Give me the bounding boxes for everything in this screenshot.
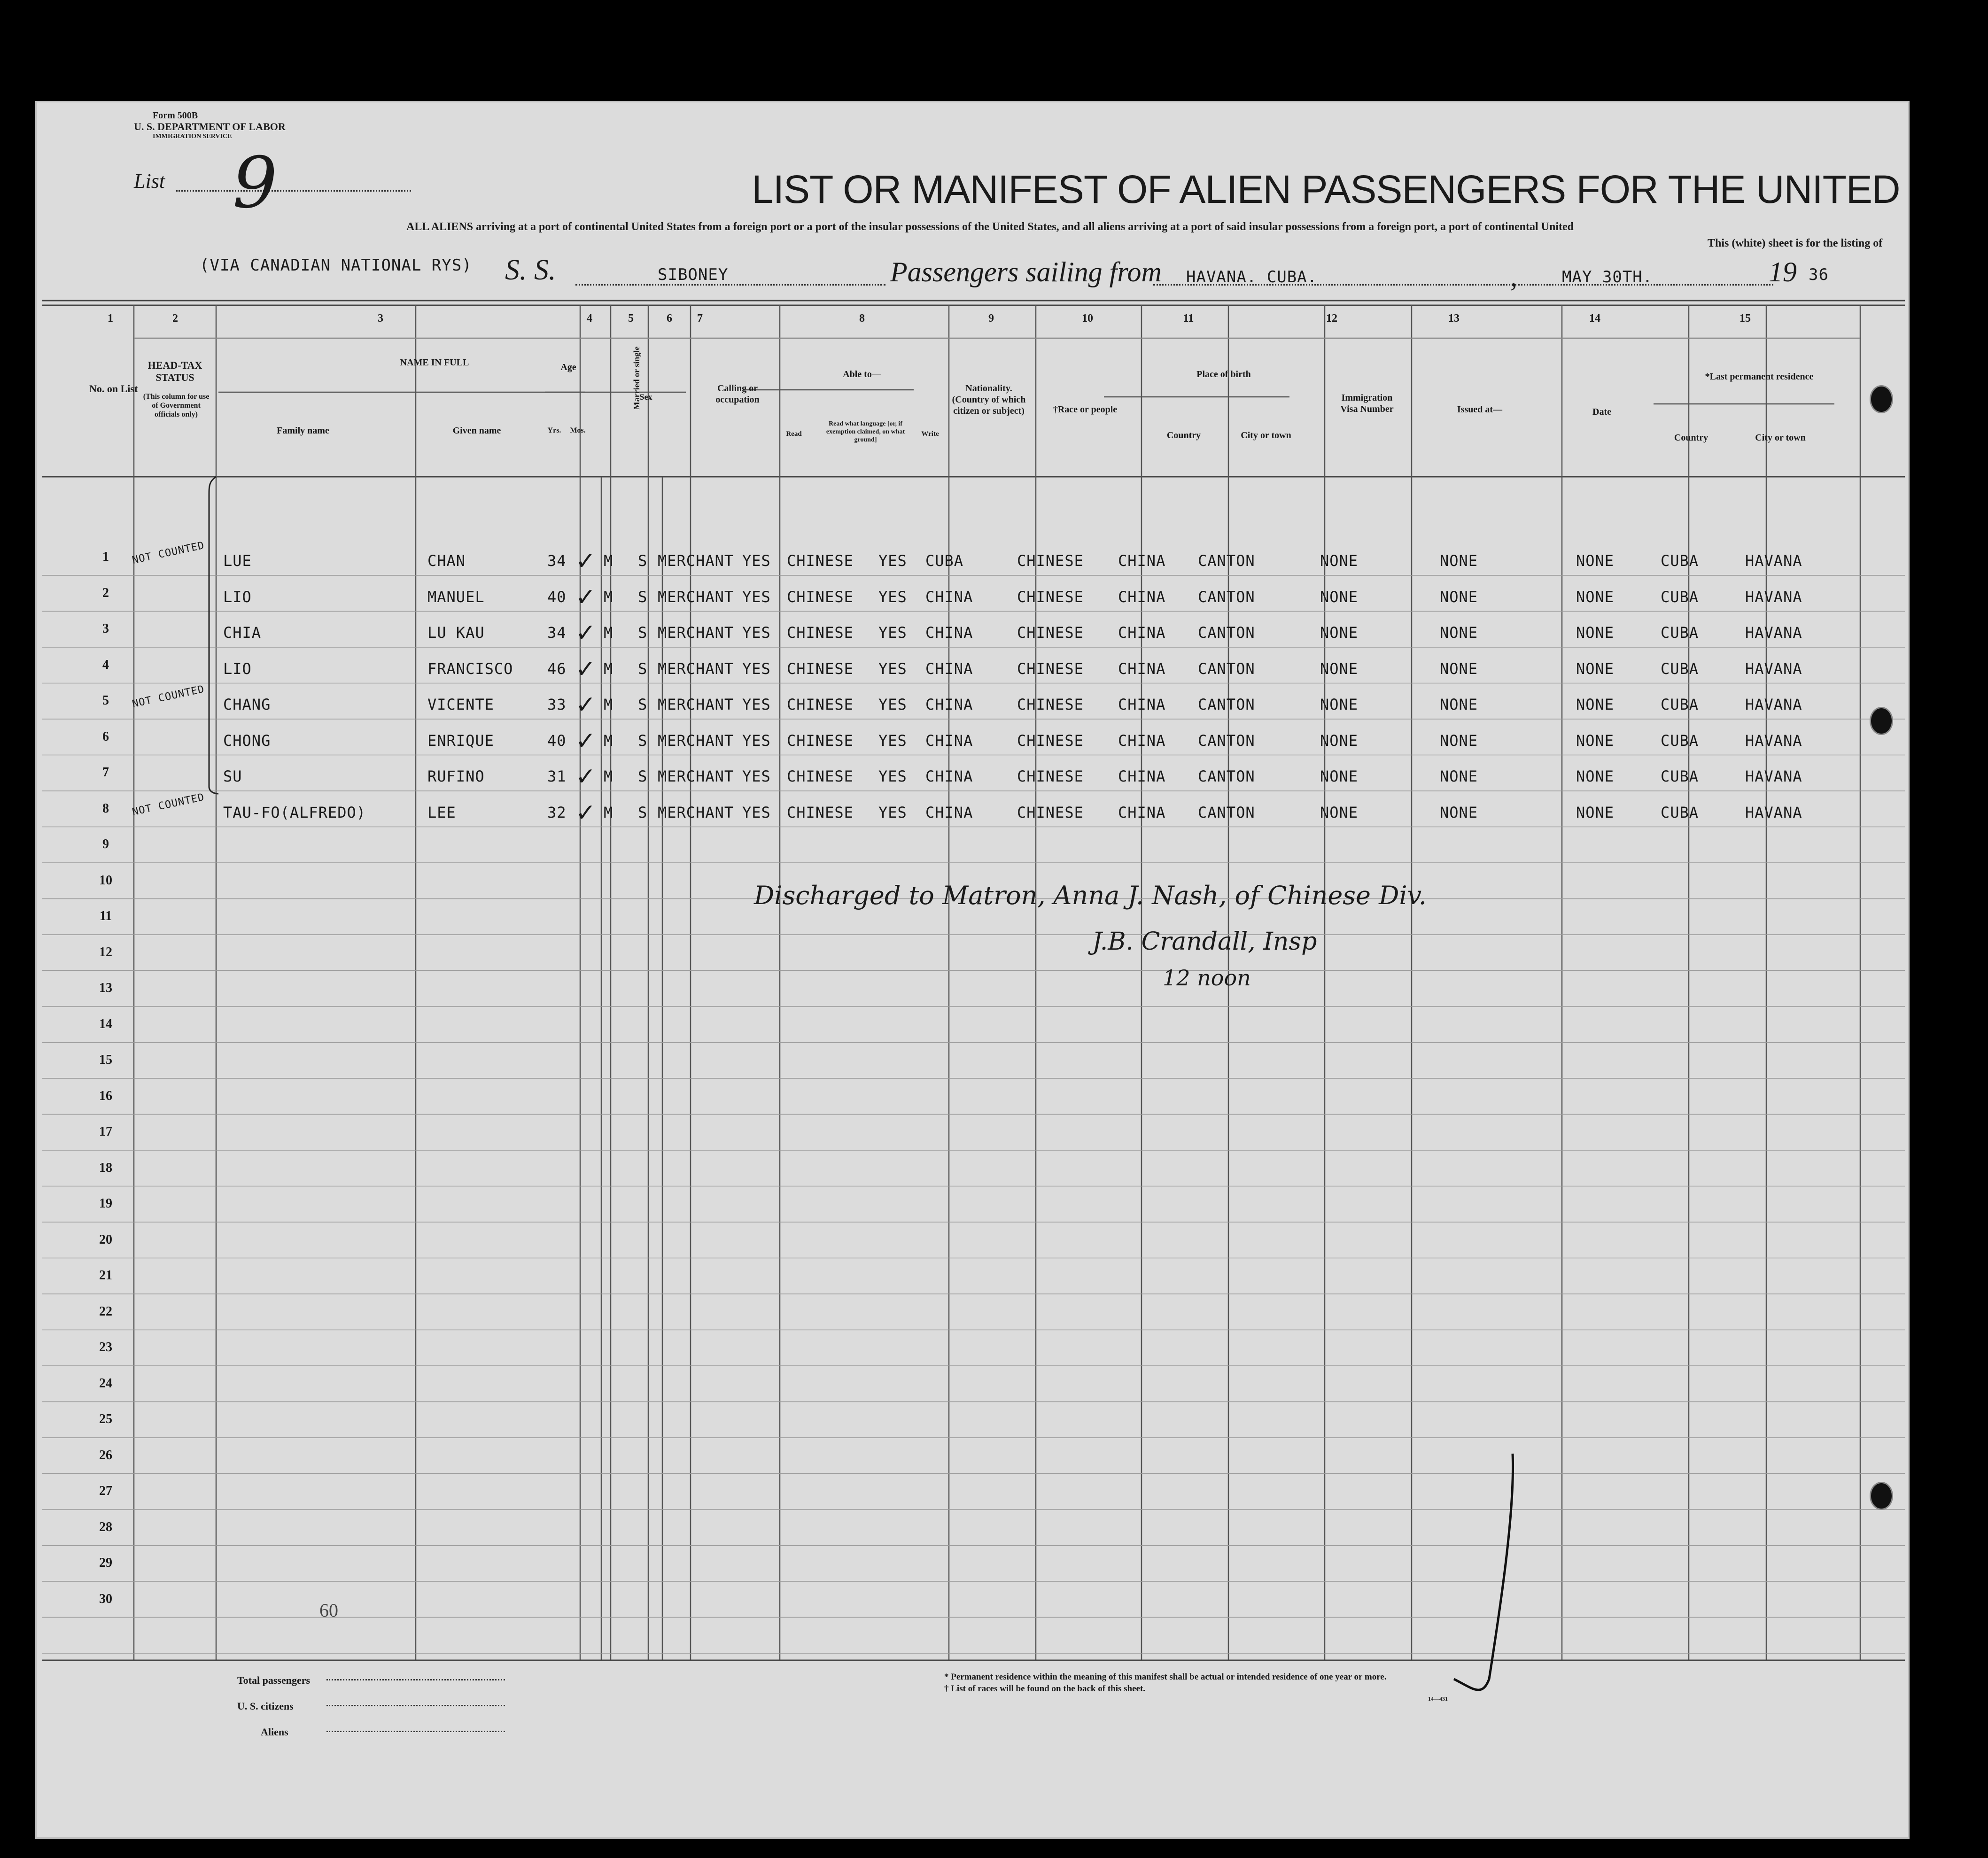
cell-visa: NONE: [1320, 659, 1359, 678]
cell-visa: NONE: [1320, 803, 1359, 821]
cell-race: CHINESE: [1017, 588, 1084, 606]
cell-write: YES: [878, 552, 907, 570]
ship-name: SIBONEY: [658, 265, 729, 284]
row-number: 14: [99, 1016, 112, 1031]
cell-occupation: MERCHANT: [658, 803, 734, 821]
cell-read: YES: [742, 588, 771, 606]
subtitle-line: ALL ALIENS arriving at a port of continental United States from a foreign port or a port of the insular possessions of the United States, and all aliens arriving at a port of said insular possessions from a foreign port, a port of continental United: [406, 221, 1574, 233]
cell-issued: NONE: [1440, 731, 1478, 750]
cell-birth-country: CHINA: [1118, 696, 1166, 713]
column-number: 14: [1589, 312, 1600, 325]
column-number: 2: [172, 312, 178, 325]
cell-given: RUFINO: [427, 767, 485, 785]
cell-nationality: CHINA: [925, 803, 973, 821]
cell-family: LUE: [223, 552, 252, 570]
check-mark-icon: ✓: [575, 764, 596, 790]
cell-sex: M: [604, 767, 613, 785]
footer-total-line: [326, 1679, 505, 1680]
cell-birth-city: CANTON: [1198, 767, 1255, 785]
header-name-in-full: NAME IN FULL: [400, 357, 469, 368]
cell-write: YES: [878, 696, 907, 713]
cell-race: CHINESE: [1017, 659, 1084, 678]
cell-race: CHINESE: [1017, 552, 1084, 570]
cell-write: YES: [878, 803, 907, 821]
row-number: 10: [99, 873, 112, 888]
cell-birth-city: CANTON: [1198, 659, 1255, 678]
manifest-sheet: [35, 101, 1910, 1839]
cell-marital: S: [638, 659, 648, 678]
row-number: 13: [99, 981, 112, 995]
cell-birth-country: CHINA: [1118, 624, 1166, 642]
footer-aliens-line: [326, 1731, 505, 1732]
cell-birth-city: CANTON: [1198, 552, 1255, 570]
header-write: Write: [921, 430, 939, 438]
check-mark-icon: ✓: [575, 656, 596, 683]
cell-given: CHAN: [427, 552, 466, 570]
cell-marital: S: [638, 731, 648, 750]
header-birth-city: City or town: [1241, 430, 1291, 441]
cell-write: YES: [878, 767, 907, 785]
cell-write: YES: [878, 624, 907, 642]
cell-res-country: CUBA: [1661, 552, 1699, 570]
discharge-time: 12 noon: [1163, 965, 1251, 991]
row-number: 5: [102, 693, 109, 708]
cell-res-country: CUBA: [1661, 624, 1699, 642]
year-prefix: 19: [1769, 256, 1797, 287]
cell-birth-city: CANTON: [1198, 624, 1255, 642]
cell-given: LEE: [427, 803, 456, 821]
via-note: (VIA CANADIAN NATIONAL RYS): [200, 256, 472, 275]
cell-issued: NONE: [1440, 767, 1478, 785]
cell-age: 40: [547, 731, 567, 750]
cell-issued: NONE: [1440, 588, 1478, 606]
column-number: 7: [697, 312, 703, 325]
subtitle-white-sheet: This (white) sheet is for the listing of: [1708, 237, 1883, 249]
cell-given: ENRIQUE: [427, 731, 494, 750]
head-tax-stamp: NOT COUNTED: [131, 539, 206, 567]
cell-age: 34: [547, 552, 567, 570]
cell-age: 32: [547, 803, 567, 821]
cell-visa: NONE: [1320, 552, 1359, 570]
cell-given: MANUEL: [427, 588, 485, 606]
cell-date: NONE: [1576, 624, 1615, 642]
cell-birth-city: CANTON: [1198, 588, 1255, 606]
cell-family: SU: [223, 767, 242, 785]
row-number: 15: [99, 1053, 112, 1067]
cell-given: FRANCISCO: [427, 659, 513, 678]
row-number: 29: [99, 1556, 112, 1570]
cell-visa: NONE: [1320, 588, 1359, 606]
check-mark-icon: ✓: [575, 692, 596, 719]
cell-birth-city: CANTON: [1198, 696, 1255, 713]
cell-birth-country: CHINA: [1118, 552, 1166, 570]
row-number: 28: [99, 1519, 112, 1534]
cell-age: 33: [547, 696, 567, 713]
cell-marital: S: [638, 767, 648, 785]
cell-issued: NONE: [1440, 624, 1478, 642]
margin-number: 60: [319, 1600, 338, 1621]
cell-res-country: CUBA: [1661, 588, 1699, 606]
column-number: 8: [859, 312, 865, 325]
row-number: 3: [102, 621, 109, 636]
cell-res-city: HAVANA: [1745, 767, 1802, 785]
cell-date: NONE: [1576, 659, 1615, 678]
cell-family: LIO: [223, 588, 252, 606]
cell-marital: S: [638, 624, 648, 642]
cell-visa: NONE: [1320, 696, 1359, 713]
cell-sex: M: [604, 552, 613, 570]
cell-language: CHINESE: [787, 659, 854, 678]
cell-date: NONE: [1576, 767, 1615, 785]
head-tax-stamp: NOT COUNTED: [131, 791, 206, 818]
row-number: 24: [99, 1376, 112, 1391]
header-mos: Mos.: [570, 426, 586, 434]
year-suffix: 36: [1809, 265, 1829, 284]
footer-code: 14—431: [1428, 1695, 1448, 1702]
cell-res-country: CUBA: [1661, 696, 1699, 713]
cell-sex: M: [604, 659, 613, 678]
list-label: List: [134, 170, 165, 193]
row-number: 1: [102, 550, 109, 564]
header-no-on-list: No. on List: [89, 383, 138, 395]
header-sex: Sex: [639, 392, 652, 402]
header-res-city: City or town: [1755, 433, 1806, 443]
cell-birth-country: CHINA: [1118, 731, 1166, 750]
row-number: 8: [102, 801, 109, 816]
cell-read: YES: [742, 803, 771, 821]
cell-family: CHIA: [223, 624, 262, 642]
column-number: 4: [587, 312, 592, 325]
cell-family: CHANG: [223, 696, 271, 713]
check-mark-icon: ✓: [575, 584, 596, 611]
cell-language: CHINESE: [787, 731, 854, 750]
header-visa: Immigration Visa Number: [1340, 393, 1394, 414]
cell-race: CHINESE: [1017, 803, 1084, 821]
cell-read: YES: [742, 659, 771, 678]
header-nationality: Nationality. (Country of which citizen or subject): [952, 383, 1026, 416]
header-family-name: Family name: [277, 426, 329, 436]
cell-issued: NONE: [1440, 659, 1478, 678]
cell-occupation: MERCHANT: [658, 552, 734, 570]
header-calling: Calling or occupation: [715, 383, 760, 405]
cell-occupation: MERCHANT: [658, 588, 734, 606]
header-last-residence: *Last permanent residence: [1705, 372, 1814, 382]
cell-nationality: CHINA: [925, 588, 973, 606]
page-title: LIST OR MANIFEST OF ALIEN PASSENGERS FOR THE UNITED: [752, 167, 1900, 211]
punch-hole: [1870, 1482, 1893, 1510]
cell-race: CHINESE: [1017, 624, 1084, 642]
cell-sex: M: [604, 624, 613, 642]
ss-label: S. S.: [505, 254, 556, 286]
cell-date: NONE: [1576, 588, 1615, 606]
discharge-note: Discharged to Matron, Anna J. Nash, of Chinese Div.: [754, 881, 1427, 910]
department-name: U. S. DEPARTMENT OF LABOR: [134, 121, 286, 132]
header-head-tax-note: (This column for use of Government officials only): [143, 393, 210, 419]
header-date: Date: [1592, 407, 1611, 417]
column-number: 13: [1448, 312, 1460, 325]
row-number: 11: [99, 909, 112, 923]
row-number: 27: [99, 1484, 112, 1498]
row-number: 4: [102, 657, 109, 672]
cell-res-city: HAVANA: [1745, 552, 1802, 570]
footer-note-residence: * Permanent residence within the meaning of this manifest shall be actual or intended residence of one year or more.: [944, 1672, 1387, 1682]
cell-sex: M: [604, 588, 613, 606]
cell-nationality: CHINA: [925, 624, 973, 642]
cell-res-city: HAVANA: [1745, 696, 1802, 713]
column-number: 15: [1740, 312, 1751, 325]
cell-language: CHINESE: [787, 588, 854, 606]
cell-write: YES: [878, 659, 907, 678]
cell-given: LU KAU: [427, 624, 485, 642]
pencil-stroke: [35, 101, 1910, 1839]
row-number: 20: [99, 1232, 112, 1247]
column-number: 10: [1082, 312, 1093, 325]
cell-read: YES: [742, 767, 771, 785]
cell-date: NONE: [1576, 696, 1615, 713]
row-number: 22: [99, 1304, 112, 1319]
row-number: 9: [102, 837, 109, 852]
cell-res-city: HAVANA: [1745, 624, 1802, 642]
footer-us-line: [326, 1705, 505, 1706]
cell-age: 46: [547, 659, 567, 678]
row-number: 26: [99, 1448, 112, 1463]
column-number: 6: [667, 312, 672, 325]
cell-nationality: CHINA: [925, 659, 973, 678]
cell-occupation: MERCHANT: [658, 659, 734, 678]
column-number: 5: [628, 312, 634, 325]
cell-nationality: CHINA: [925, 731, 973, 750]
header-yrs: Yrs.: [547, 426, 561, 434]
cell-visa: NONE: [1320, 624, 1359, 642]
column-number: 3: [378, 312, 383, 325]
check-mark-icon: ✓: [575, 548, 596, 575]
cell-date: NONE: [1576, 731, 1615, 750]
cell-occupation: MERCHANT: [658, 696, 734, 713]
cell-language: CHINESE: [787, 552, 854, 570]
cell-marital: S: [638, 803, 648, 821]
cell-date: NONE: [1576, 803, 1615, 821]
header-married: Married or single: [632, 346, 641, 410]
row-number: 18: [99, 1160, 112, 1175]
cell-sex: M: [604, 731, 613, 750]
cell-issued: NONE: [1440, 803, 1478, 821]
row-number: 16: [99, 1088, 112, 1103]
cell-read: YES: [742, 731, 771, 750]
cell-given: VICENTE: [427, 696, 494, 713]
cell-date: NONE: [1576, 552, 1615, 570]
header-read-language: Read what language [or, if exemption claimed, on what ground]: [826, 420, 905, 443]
cell-age: 40: [547, 588, 567, 606]
cell-sex: M: [604, 696, 613, 713]
row-number: 23: [99, 1340, 112, 1355]
cell-birth-city: CANTON: [1198, 731, 1255, 750]
comma-mark: ,: [1510, 261, 1517, 292]
header-res-country: Country: [1674, 433, 1708, 443]
service-name: IMMIGRATION SERVICE: [153, 133, 232, 140]
cell-language: CHINESE: [787, 624, 854, 642]
row-number: 21: [99, 1268, 112, 1283]
row-number: 17: [99, 1124, 112, 1139]
cell-read: YES: [742, 624, 771, 642]
header-able-to: Able to—: [843, 369, 881, 379]
header-head-tax: HEAD-TAX STATUS: [148, 359, 202, 384]
header-age: Age: [560, 362, 576, 372]
row-number: 6: [102, 729, 109, 744]
sailing-label: Passengers sailing from: [890, 256, 1162, 287]
cell-issued: NONE: [1440, 696, 1478, 713]
cell-birth-country: CHINA: [1118, 588, 1166, 606]
cell-language: CHINESE: [787, 767, 854, 785]
cell-nationality: CUBA: [925, 552, 964, 570]
header-issued-at: Issued at—: [1457, 404, 1503, 415]
cell-nationality: CHINA: [925, 696, 973, 713]
cell-marital: S: [638, 696, 648, 713]
row-number: 12: [99, 944, 112, 960]
cell-birth-country: CHINA: [1118, 803, 1166, 821]
row-number: 2: [102, 585, 109, 600]
cell-language: CHINESE: [787, 696, 854, 713]
cell-occupation: MERCHANT: [658, 767, 734, 785]
cell-write: YES: [878, 731, 907, 750]
cell-marital: S: [638, 588, 648, 606]
cell-language: CHINESE: [787, 803, 854, 821]
check-mark-icon: ✓: [575, 728, 596, 755]
footer-aliens-label: Aliens: [261, 1726, 288, 1738]
header-race: †Race or people: [1053, 404, 1118, 415]
row-number: 19: [99, 1196, 112, 1211]
cell-race: CHINESE: [1017, 696, 1084, 713]
cell-res-country: CUBA: [1661, 803, 1699, 821]
punch-hole: [1870, 707, 1893, 735]
check-mark-icon: ✓: [575, 620, 596, 647]
inspector-signature: J.B. Crandall, Insp: [1092, 928, 1317, 956]
cell-birth-country: CHINA: [1118, 659, 1166, 678]
list-number: 9: [233, 142, 278, 224]
row-number: 30: [99, 1591, 112, 1606]
cell-family: CHONG: [223, 731, 271, 750]
cell-res-city: HAVANA: [1745, 659, 1802, 678]
cell-issued: NONE: [1440, 552, 1478, 570]
cell-read: YES: [742, 552, 771, 570]
punch-hole: [1870, 385, 1893, 413]
header-place-of-birth: Place of birth: [1196, 369, 1251, 379]
port-of-departure: HAVANA. CUBA.: [1186, 268, 1318, 286]
cell-age: 34: [547, 624, 567, 642]
cell-res-country: CUBA: [1661, 659, 1699, 678]
column-number: 11: [1183, 312, 1194, 325]
check-mark-icon: ✓: [575, 799, 596, 827]
head-tax-stamp: NOT COUNTED: [131, 683, 206, 711]
cell-birth-country: CHINA: [1118, 767, 1166, 785]
cell-marital: S: [638, 552, 648, 570]
cell-occupation: MERCHANT: [658, 624, 734, 642]
footer-total-label: Total passengers: [237, 1674, 311, 1686]
cell-race: CHINESE: [1017, 767, 1084, 785]
cell-res-country: CUBA: [1661, 731, 1699, 750]
cell-visa: NONE: [1320, 767, 1359, 785]
cell-res-country: CUBA: [1661, 767, 1699, 785]
cell-sex: M: [604, 803, 613, 821]
footer-us-label: U. S. citizens: [237, 1700, 294, 1712]
cell-occupation: MERCHANT: [658, 731, 734, 750]
cell-visa: NONE: [1320, 731, 1359, 750]
row-number: 25: [99, 1412, 112, 1426]
cell-read: YES: [742, 696, 771, 713]
sailing-date: MAY 30TH.: [1562, 268, 1653, 286]
header-given-name: Given name: [452, 426, 501, 436]
cell-family: LIO: [223, 659, 252, 678]
cell-age: 31: [547, 767, 567, 785]
footer-note-races: † List of races will be found on the back of this sheet.: [944, 1684, 1146, 1694]
cell-family: TAU-FO(ALFREDO): [223, 803, 366, 821]
row-number: 7: [102, 765, 109, 780]
header-read: Read: [786, 430, 802, 438]
cell-birth-city: CANTON: [1198, 803, 1255, 821]
cell-nationality: CHINA: [925, 767, 973, 785]
column-number: 12: [1326, 312, 1337, 325]
cell-res-city: HAVANA: [1745, 731, 1802, 750]
cell-res-city: HAVANA: [1745, 803, 1802, 821]
column-number: 1: [108, 312, 113, 325]
cell-write: YES: [878, 588, 907, 606]
column-number: 9: [988, 312, 994, 325]
header-birth-country: Country: [1166, 430, 1201, 441]
cell-res-city: HAVANA: [1745, 588, 1802, 606]
cell-race: CHINESE: [1017, 731, 1084, 750]
form-number: Form 500B: [153, 110, 198, 121]
